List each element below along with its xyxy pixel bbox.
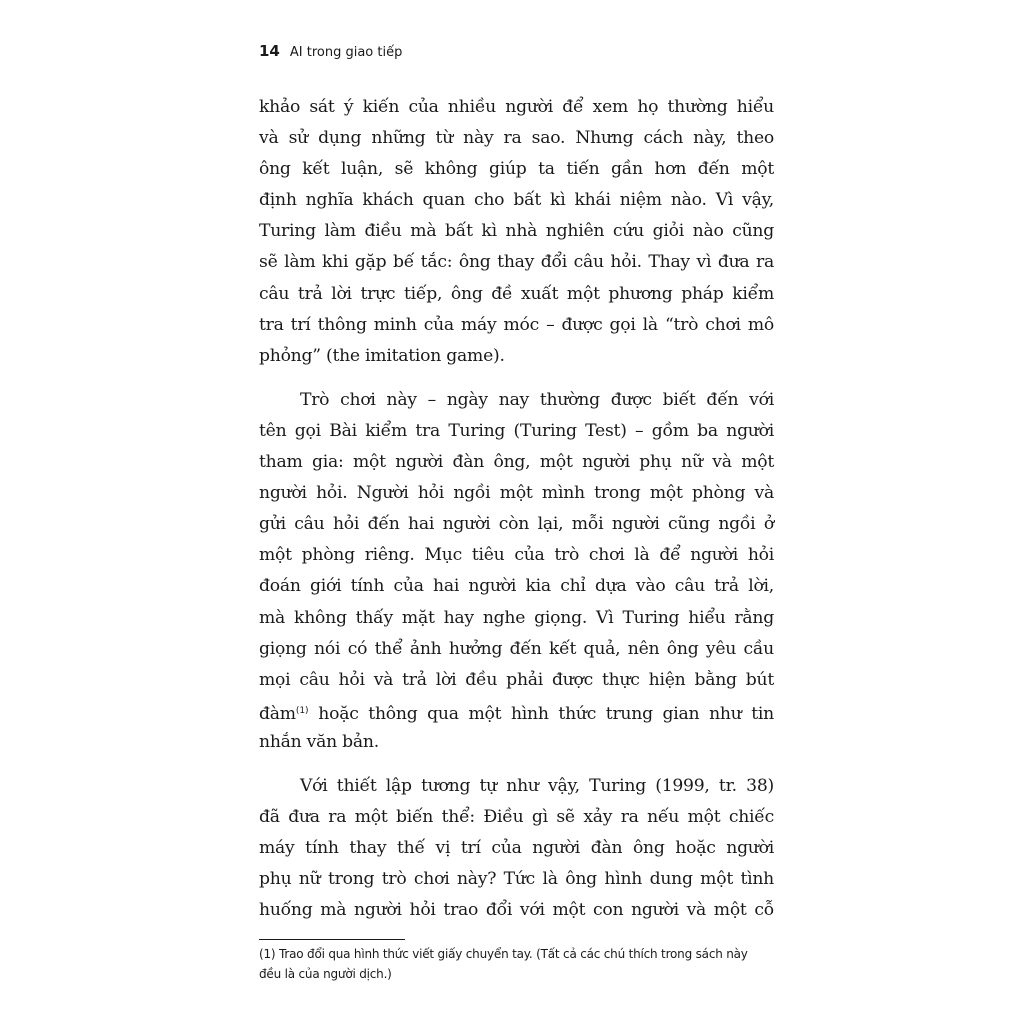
text-line: tham gia: một người đàn ông, một người phụ nữ và một — [259, 452, 774, 473]
text-line: tên gọi Bài kiểm tra Turing (Turing Test) – gồm ba người — [259, 420, 774, 441]
footnote-line: đều là của người dịch.) — [259, 967, 392, 981]
paragraph-3 — [259, 771, 774, 926]
text-line: Turing làm điều mà bất kì nhà nghiên cứu giỏi nào cũng — [259, 221, 774, 242]
footnote-reference[interactable]: (1) — [295, 705, 309, 716]
text-line: đã đưa ra một biến thể: Điều gì sẽ xảy ra nếu một chiếc — [259, 807, 774, 828]
text-line: giọng nói có thể ảnh hưởng đến kết quả, nên ông yêu cầu — [259, 638, 774, 659]
paragraph-2 — [259, 385, 774, 758]
footnote-line: (1) Trao đổi qua hình thức viết giấy chuyển tay. (Tất cả các chú thích trong sách này — [259, 947, 748, 961]
text-line: mọi câu hỏi và trả lời đều phải được thực hiện bằng bút — [259, 669, 774, 690]
text-line-with-footnote-ref — [259, 696, 774, 727]
text-line: khảo sát ý kiến của nhiều người để xem họ thường hiểu — [259, 97, 774, 117]
text-span: đàm — [259, 703, 296, 724]
text-line: huống mà người hỏi trao đổi với một con người và một cỗ — [259, 900, 774, 921]
text-line: ông kết luận, sẽ không giúp ta tiến gần hơn đến một — [259, 159, 774, 180]
footnote-divider — [259, 939, 405, 940]
running-title: AI trong giao tiếp — [289, 45, 403, 60]
page-number: 14 — [259, 42, 280, 60]
text-line: người hỏi. Người hỏi ngồi một mình trong một phòng và — [259, 483, 774, 504]
body-text — [259, 92, 774, 926]
paragraph-1 — [259, 92, 774, 372]
text-line: Với thiết lập tương tự như vậy, Turing (1999, tr. 38) — [300, 775, 774, 796]
text-line: sẽ làm khi gặp bế tắc: ông thay đổi câu hỏi. Thay vì đưa ra — [259, 252, 774, 273]
text-line: một phòng riêng. Mục tiêu của trò chơi là để người hỏi — [259, 545, 774, 566]
text-line: đoán giới tính của hai người kia chỉ dựa vào câu trả lời, — [259, 576, 774, 597]
running-header — [259, 42, 402, 66]
footnote — [259, 944, 774, 984]
text-line: phụ nữ trong trò chơi này? Tức là ông hình dung một tình — [259, 869, 774, 890]
text-line: gửi câu hỏi đến hai người còn lại, mỗi người cũng ngồi ở — [259, 514, 774, 535]
text-span: hoặc thông qua một hình thức trung gian như tin — [308, 703, 774, 724]
text-line: máy tính thay thế vị trí của người đàn ông hoặc người — [259, 838, 774, 859]
text-line: mà không thấy mặt hay nghe giọng. Vì Turing hiểu rằng — [259, 607, 774, 628]
text-line: phỏng” (the imitation game). — [259, 345, 505, 366]
text-line: Trò chơi này – ngày nay thường được biết đến với — [300, 389, 774, 410]
text-line: định nghĩa khách quan cho bất kì khái niệm nào. Vì vậy, — [259, 190, 774, 211]
text-line: nhắn văn bản. — [259, 731, 379, 752]
text-line: và sử dụng những từ này ra sao. Nhưng cách này, theo — [259, 128, 774, 149]
text-line: câu trả lời trực tiếp, ông đề xuất một phương pháp kiểm — [259, 283, 774, 304]
text-line: tra trí thông minh của máy móc – được gọi là “trò chơi mô — [259, 314, 774, 335]
